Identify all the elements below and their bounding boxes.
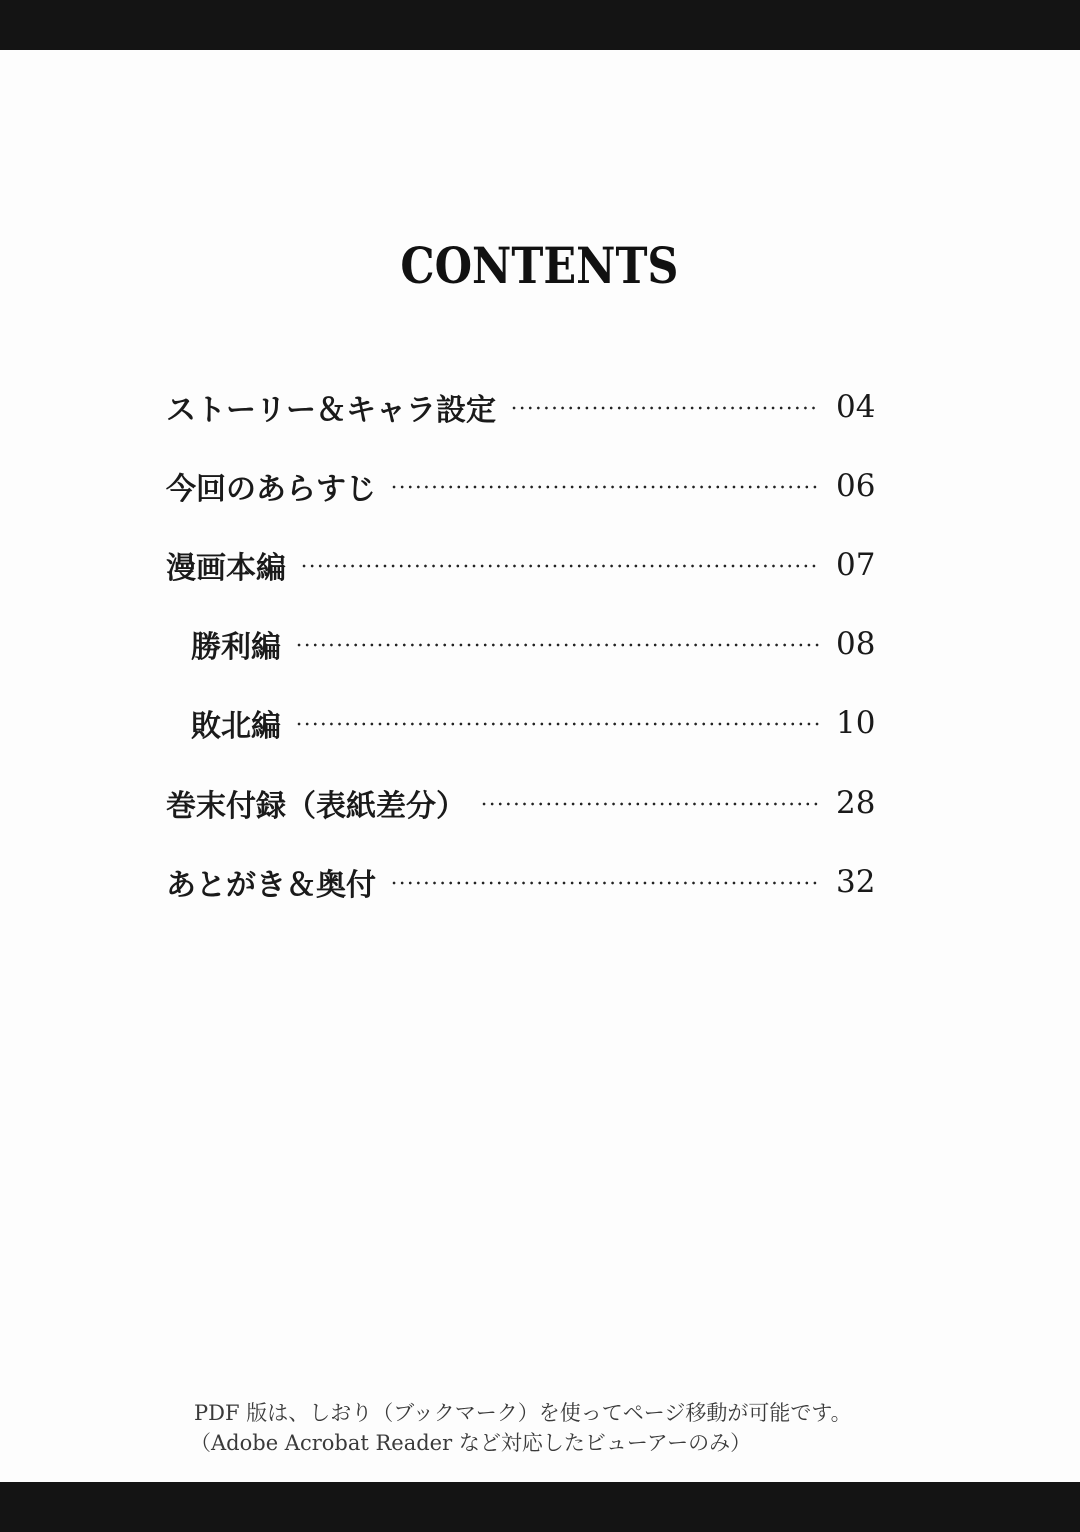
- toc-entry-page: 10: [836, 705, 876, 742]
- toc-entry-page: 07: [836, 546, 876, 583]
- toc-entry-label: 漫画本編: [166, 550, 286, 586]
- dot-leader: [300, 564, 820, 568]
- toc-entry-page: 06: [836, 467, 876, 504]
- page-title: CONTENTS: [400, 236, 679, 295]
- table-of-contents: [166, 367, 874, 921]
- note-line: （Adobe Acrobat Reader など対応したビューアーのみ）: [190, 1431, 752, 1455]
- toc-entry-page: 04: [836, 388, 876, 425]
- toc-entry-label: あとがき＆奥付: [166, 867, 376, 903]
- top-black-bar: [0, 0, 1080, 50]
- toc-entry-label: 今回のあらすじ: [166, 471, 376, 507]
- toc-subentry[interactable]: [166, 684, 874, 763]
- dot-leader: [295, 643, 820, 647]
- toc-subentry[interactable]: [166, 605, 874, 684]
- toc-entry[interactable]: [166, 446, 874, 525]
- bottom-black-bar: [0, 1482, 1080, 1532]
- toc-entry[interactable]: [166, 842, 874, 921]
- toc-entry-label: 巻末付録（表紙差分）: [166, 788, 466, 824]
- dot-leader: [390, 485, 820, 489]
- dot-leader: [295, 722, 820, 726]
- note-line: PDF 版は、しおり（ブックマーク）を使ってページ移動が可能です。: [194, 1401, 852, 1425]
- dot-leader: [390, 881, 820, 885]
- toc-entry[interactable]: [166, 763, 874, 842]
- toc-entry-page: 28: [836, 784, 876, 821]
- toc-entry-page: 08: [836, 626, 876, 663]
- toc-entry-label: ストーリー＆キャラ設定: [166, 392, 496, 428]
- toc-entry[interactable]: [166, 525, 874, 604]
- toc-entry[interactable]: [166, 367, 874, 446]
- toc-entry-page: 32: [836, 863, 876, 900]
- toc-entry-label: 敗北編: [191, 709, 281, 745]
- toc-entry-label: 勝利編: [191, 630, 281, 666]
- dot-leader: [480, 802, 820, 806]
- dot-leader: [510, 406, 820, 410]
- bookmark-note: [190, 1398, 852, 1458]
